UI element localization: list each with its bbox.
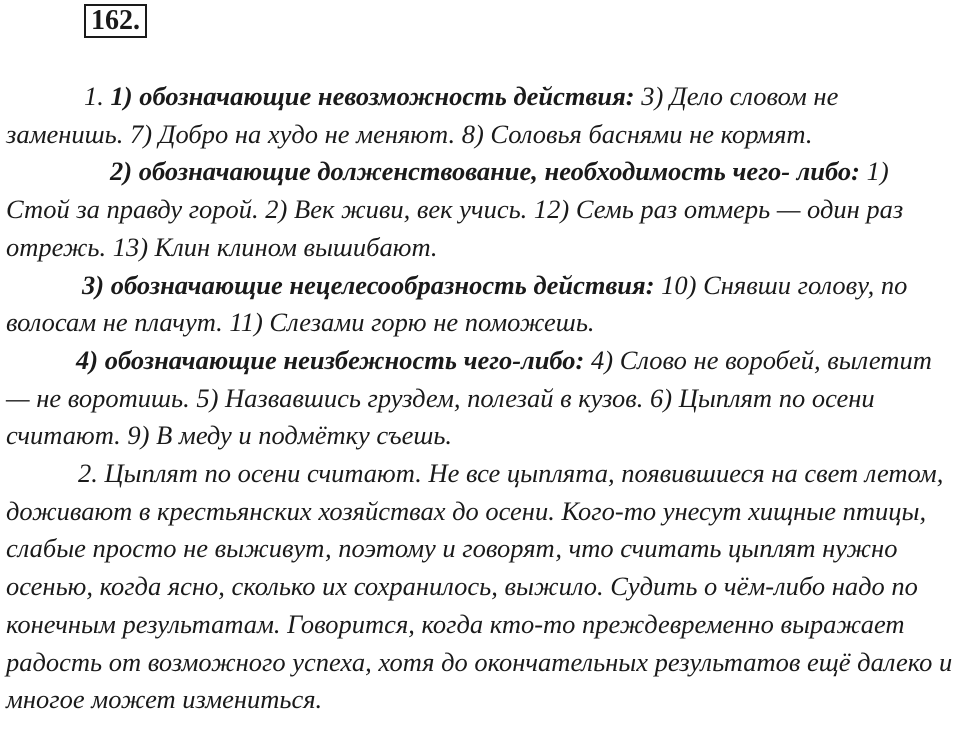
group-heading: 1) обозначающие невозможность действия:	[110, 81, 635, 111]
group-examples: 10) Снявши голову, по волосам не плачут. 11) Слезами горю не поможешь.	[6, 269, 908, 338]
group-heading: 4) обозначающие неизбежность чего-либо:	[76, 344, 585, 375]
exercise-number: 162.	[84, 4, 147, 38]
group-examples: 3) Дело словом не заменишь. 7) Добро на худо не меняют. 8) Соловья баснями не кормят.	[6, 81, 839, 149]
group-3	[6, 267, 954, 342]
group-examples: 1) Стой за правду горой. 2) Век живи, век учись. 12) Семь раз отмерь — один раз отрежь. 13) Клин клином вышибают.	[6, 156, 904, 262]
group-1	[6, 78, 954, 153]
exercise-answer	[6, 78, 954, 719]
part-number: 1.	[84, 81, 104, 111]
part-2-paragraph: 2. Цыплят по осени считают. Не все цыплята, появившиеся на свет летом, доживают в крестьянских хозяйствах до осени. Кого-то унесут хищные птицы, слабые просто не выживут, поэтому и говорят, что считать цыплят нужно осенью, когда ясно, сколько их сохранилось, выжило. Судить о чём-либо надо по конечным результатам. Говорится, когда кто-то преждевременно выражает радость от возможного успеха, хотя до окончательных результатов ещё далеко и многое может измениться.	[6, 458, 953, 715]
group-heading: 2) обозначающие долженствование, необходимость чего- либо:	[110, 156, 860, 187]
group-2	[6, 153, 954, 266]
group-examples: 4) Слово не воробей, вылетит — не воротишь. 5) Назвавшись груздем, полезай в кузов. 6) Цыплят по осени считают. 9) В меду и подмётку съешь.	[6, 344, 932, 451]
group-4	[6, 342, 954, 455]
group-heading: 3) обозначающие нецелесообразность действия:	[82, 269, 655, 300]
